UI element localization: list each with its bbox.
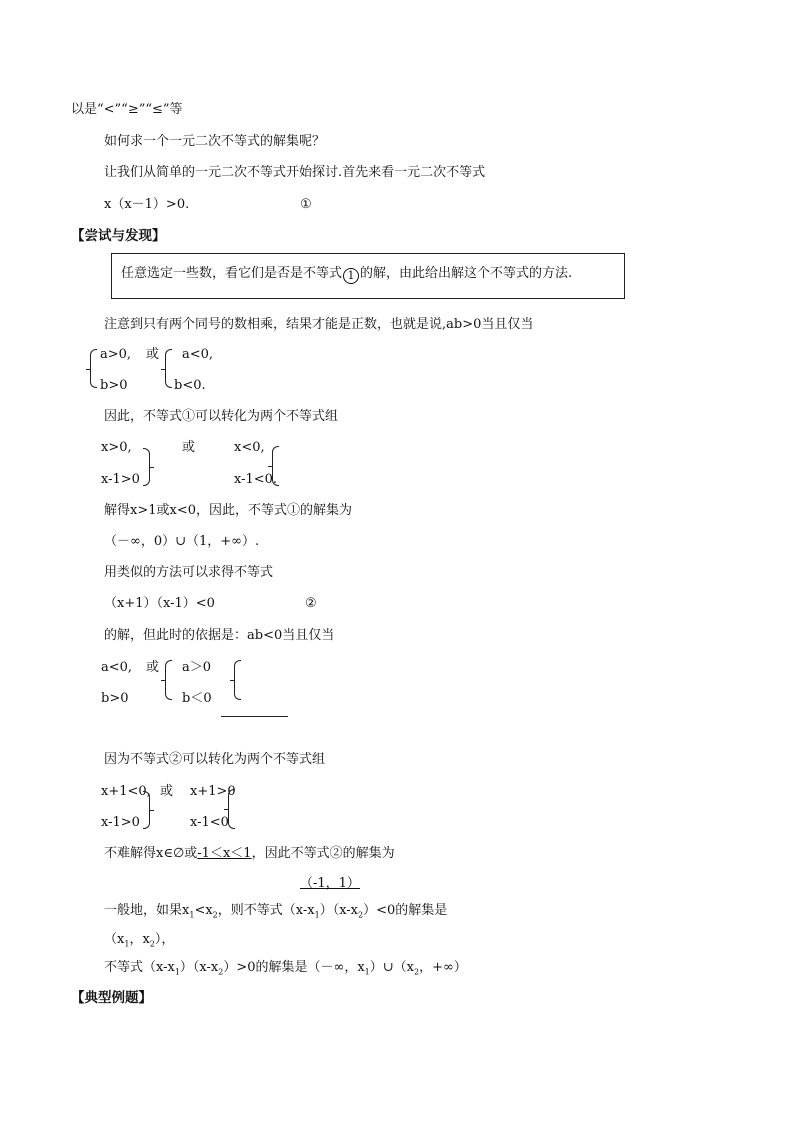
text: ）（x-x (319, 903, 359, 918)
system-2-d: x-1<0. (234, 472, 278, 487)
text: ，x (129, 932, 150, 947)
system-1-c: a<0, (182, 347, 214, 362)
underlined-answer: -1＜x＜1 (197, 846, 252, 861)
system-4-a: x+1<0, (101, 784, 151, 799)
subscript: 1 (174, 967, 180, 977)
text-line: 的解，但此时的依据是：ab<0当且仅当 (104, 628, 335, 643)
brace (165, 349, 172, 388)
text-line: 因为不等式②可以转化为两个不等式组 (104, 752, 326, 767)
subscript: 2 (218, 967, 224, 977)
brace (272, 446, 279, 486)
text-line: 让我们从简单的一元二次不等式开始探讨.首先来看一元二次不等式 (104, 165, 486, 180)
task-box-text-b: 的解，由此给出解这个不等式的方法. (360, 266, 573, 281)
text-line: 注意到只有两个同号的数相乘，结果才能是正数，也就是说,ab>0当且仅当 (104, 317, 534, 332)
text-line: 如何求一个一元二次不等式的解集呢？ (104, 134, 326, 149)
text: ）∪（x (369, 960, 414, 975)
task-box-text-a: 任意选定一些数，看它们是否是不等式 (121, 266, 343, 281)
system-4-or: 或 (160, 784, 174, 799)
text: <x (194, 903, 213, 918)
system-3-or: 或 (146, 660, 160, 675)
system-1-a: a>0, (100, 347, 132, 362)
subscript: 2 (149, 939, 155, 949)
text-line (104, 960, 467, 981)
subscript: 1 (314, 910, 320, 920)
section-heading-examples: 【典型例题】 (71, 990, 152, 1006)
subscript: 1 (364, 967, 370, 977)
text: ）<0的解集是 (363, 903, 448, 918)
subscript: 1 (124, 939, 130, 949)
system-1-or: 或 (146, 347, 160, 362)
brace (165, 660, 172, 700)
text-line: 以是“<”“≥”“≤”等 (71, 102, 183, 117)
system-3-b: b>0 (101, 691, 129, 706)
text: 不等式（x-x (104, 960, 175, 975)
inequality-1: x（x－1）>0. (104, 197, 190, 212)
inequality-2: （x+1）（x-1）<0 (104, 596, 215, 611)
text: ）， (154, 932, 175, 947)
system-1-d: b<0. (174, 378, 206, 393)
system-2-or: 或 (182, 440, 196, 455)
system-3-a: a<0, (101, 660, 133, 675)
section-heading-try: 【尝试与发现】 (71, 228, 166, 244)
text: 一般地，如果x (104, 903, 190, 918)
text: ）（x-x (179, 960, 219, 975)
text-line: 解得x>1或x<0，因此，不等式①的解集为 (104, 503, 352, 518)
text: ，则不等式（x-x (217, 903, 315, 918)
system-4-d: x-1<0 (190, 815, 229, 830)
text: （x (104, 932, 125, 947)
brace (143, 448, 150, 486)
subscript: 2 (358, 910, 364, 920)
subscript: 2 (414, 967, 420, 977)
blank-line (221, 716, 288, 717)
text-line: 因此，不等式①可以转化为两个不等式组 (104, 409, 339, 424)
circled-number: 1 (343, 268, 359, 284)
system-4-b: x-1>0 (101, 815, 140, 830)
text-line (104, 932, 174, 953)
solution-set-2: （-1，1） (300, 876, 360, 891)
system-3-d: b＜0 (182, 691, 212, 706)
subscript: 2 (212, 910, 218, 920)
brace (90, 349, 97, 388)
system-2-a: x>0, (101, 440, 132, 455)
system-1-b: b>0 (100, 378, 128, 393)
system-3-c: a＞0 (182, 660, 212, 675)
text-line: 用类似的方法可以求得不等式 (104, 565, 274, 580)
text: ，+∞） (419, 960, 467, 975)
inequality-1-label: ① (300, 197, 312, 212)
subscript: 1 (189, 910, 195, 920)
inequality-2-label: ② (305, 596, 317, 611)
task-box-text (121, 266, 572, 284)
system-2-b: x-1>0 (101, 472, 140, 487)
system-4-c: x+1>0 (190, 784, 236, 799)
text-line (104, 903, 447, 924)
text-line (104, 846, 395, 862)
system-2-c: x<0, (234, 440, 265, 455)
brace (228, 789, 235, 829)
text: ）>0的解集是（－∞，x (223, 960, 365, 975)
text-a: 不难解得x∈∅或 (104, 846, 198, 861)
brace (234, 660, 241, 700)
brace (143, 791, 150, 829)
solution-set-1: （－∞，0）∪（1，+∞）. (104, 534, 260, 549)
text-b: ，因此不等式②的解集为 (251, 846, 395, 861)
